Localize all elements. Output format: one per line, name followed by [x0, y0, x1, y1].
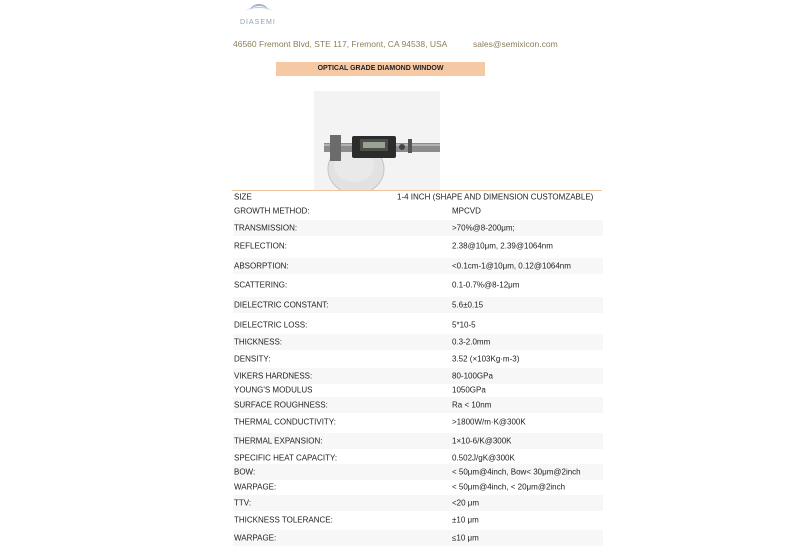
- spec-label: ABSORPTION:: [234, 261, 289, 271]
- spec-value: 80-100GPa: [452, 371, 493, 381]
- spec-row-bow: [233, 464, 603, 480]
- spec-value: 5*10-5: [452, 320, 476, 330]
- spec-value: 0.1-0.7%@8-12μm: [452, 280, 520, 290]
- spec-value: 1×10-6/K@300K: [452, 436, 512, 446]
- spec-row-warpage: [233, 479, 603, 495]
- spec-label: SCATTERING:: [234, 280, 288, 290]
- spec-row-absorption: [233, 258, 603, 274]
- product-title-banner: OPTICAL GRADE DIAMOND WINDOW: [276, 62, 485, 76]
- spec-value: ±10 μm: [452, 515, 479, 525]
- spec-label: DIELECTRIC CONSTANT:: [234, 300, 329, 310]
- spec-label: GROWTH METHOD:: [234, 206, 310, 216]
- company-logo: [240, 4, 280, 32]
- spec-label: WARPAGE:: [234, 533, 277, 543]
- spec-value: < 50μm@4inch, < 20μm@2inch: [452, 482, 566, 492]
- spec-row-density: [233, 351, 603, 367]
- spec-row-thickness: [233, 334, 603, 350]
- spec-row-warpage-2: [233, 530, 603, 546]
- spec-label: THERMAL CONDUCTIVITY:: [234, 417, 336, 427]
- spec-value: 0.502J/gK@300K: [452, 453, 515, 463]
- spec-label: BOW:: [234, 467, 256, 477]
- spec-row-scattering: [233, 277, 603, 293]
- spec-row-growth-method: [233, 203, 603, 219]
- spec-row-transmission: [233, 220, 603, 236]
- spec-row-dielectric-loss: [233, 317, 603, 333]
- contact-email[interactable]: sales@semixicon.com: [473, 39, 558, 49]
- spec-label: TRANSMISSION:: [234, 223, 298, 233]
- spec-value: 0.3-2.0mm: [452, 337, 491, 347]
- spec-value: 2.38@10μm, 2.39@1064nm: [452, 241, 553, 251]
- spec-value: <0.1cm-1@10μm, 0.12@1064nm: [452, 261, 571, 271]
- spec-row-thermal-expansion: [233, 433, 603, 449]
- caliper-diamond-window-image: [314, 91, 440, 190]
- spec-label: SURFACE ROUGHNESS:: [234, 400, 328, 410]
- spec-label: SIZE: [234, 192, 252, 202]
- spec-value: 3.52 (×103Kg·m-3): [452, 354, 520, 364]
- spec-label: SPECIFIC HEAT CAPACITY:: [234, 453, 338, 463]
- spec-row-ttv: [233, 495, 603, 511]
- spec-label: TTV:: [234, 498, 252, 508]
- spec-value: < 50μm@4inch, Bow< 30μm@2inch: [452, 467, 581, 477]
- spec-value: >1800W/m·K@300K: [452, 417, 526, 427]
- spec-value: 1-4 INCH (SHAPE AND DIMENSION CUSTOMZABLE): [397, 192, 594, 202]
- spec-row-youngs-modulus: [233, 382, 603, 398]
- spec-label: DENSITY:: [234, 354, 271, 364]
- spec-row-thermal-conductivity: [233, 414, 603, 430]
- spec-value: ≤10 μm: [452, 533, 479, 543]
- product-photo: [314, 91, 440, 190]
- spec-row-reflection: [233, 238, 603, 254]
- spec-label: THERMAL EXPANSION:: [234, 436, 323, 446]
- spec-row-dielectric-constant: [233, 297, 603, 313]
- spec-label: YOUNG'S MODULUS: [234, 385, 313, 395]
- spec-row-surface-roughness: [233, 397, 603, 413]
- spec-value: 5.6±0.15: [452, 300, 484, 310]
- spec-label: THICKNESS:: [234, 337, 283, 347]
- spec-label: DIELECTRIC LOSS:: [234, 320, 308, 330]
- spec-value: 1050GPa: [452, 385, 486, 395]
- company-address: 46560 Fremont Blvd, STE 117, Fremont, CA 94538, USA: [233, 39, 448, 49]
- logo-arc-inner-icon: [246, 7, 272, 16]
- spec-label: WARPAGE:: [234, 482, 277, 492]
- spec-value: <20 μm: [452, 498, 480, 508]
- spec-value: MPCVD: [452, 206, 481, 216]
- spec-label: VIKERS HARDNESS:: [234, 371, 313, 381]
- spec-label: THICKNESS TOLERANCE:: [234, 515, 333, 525]
- spec-value: >70%@8-200μm;: [452, 223, 515, 233]
- logo-text: DIASEMI: [240, 19, 276, 26]
- spec-label: REFLECTION:: [234, 241, 287, 251]
- spec-row-thickness-tolerance: [233, 512, 603, 528]
- spec-value: Ra < 10nm: [452, 400, 492, 410]
